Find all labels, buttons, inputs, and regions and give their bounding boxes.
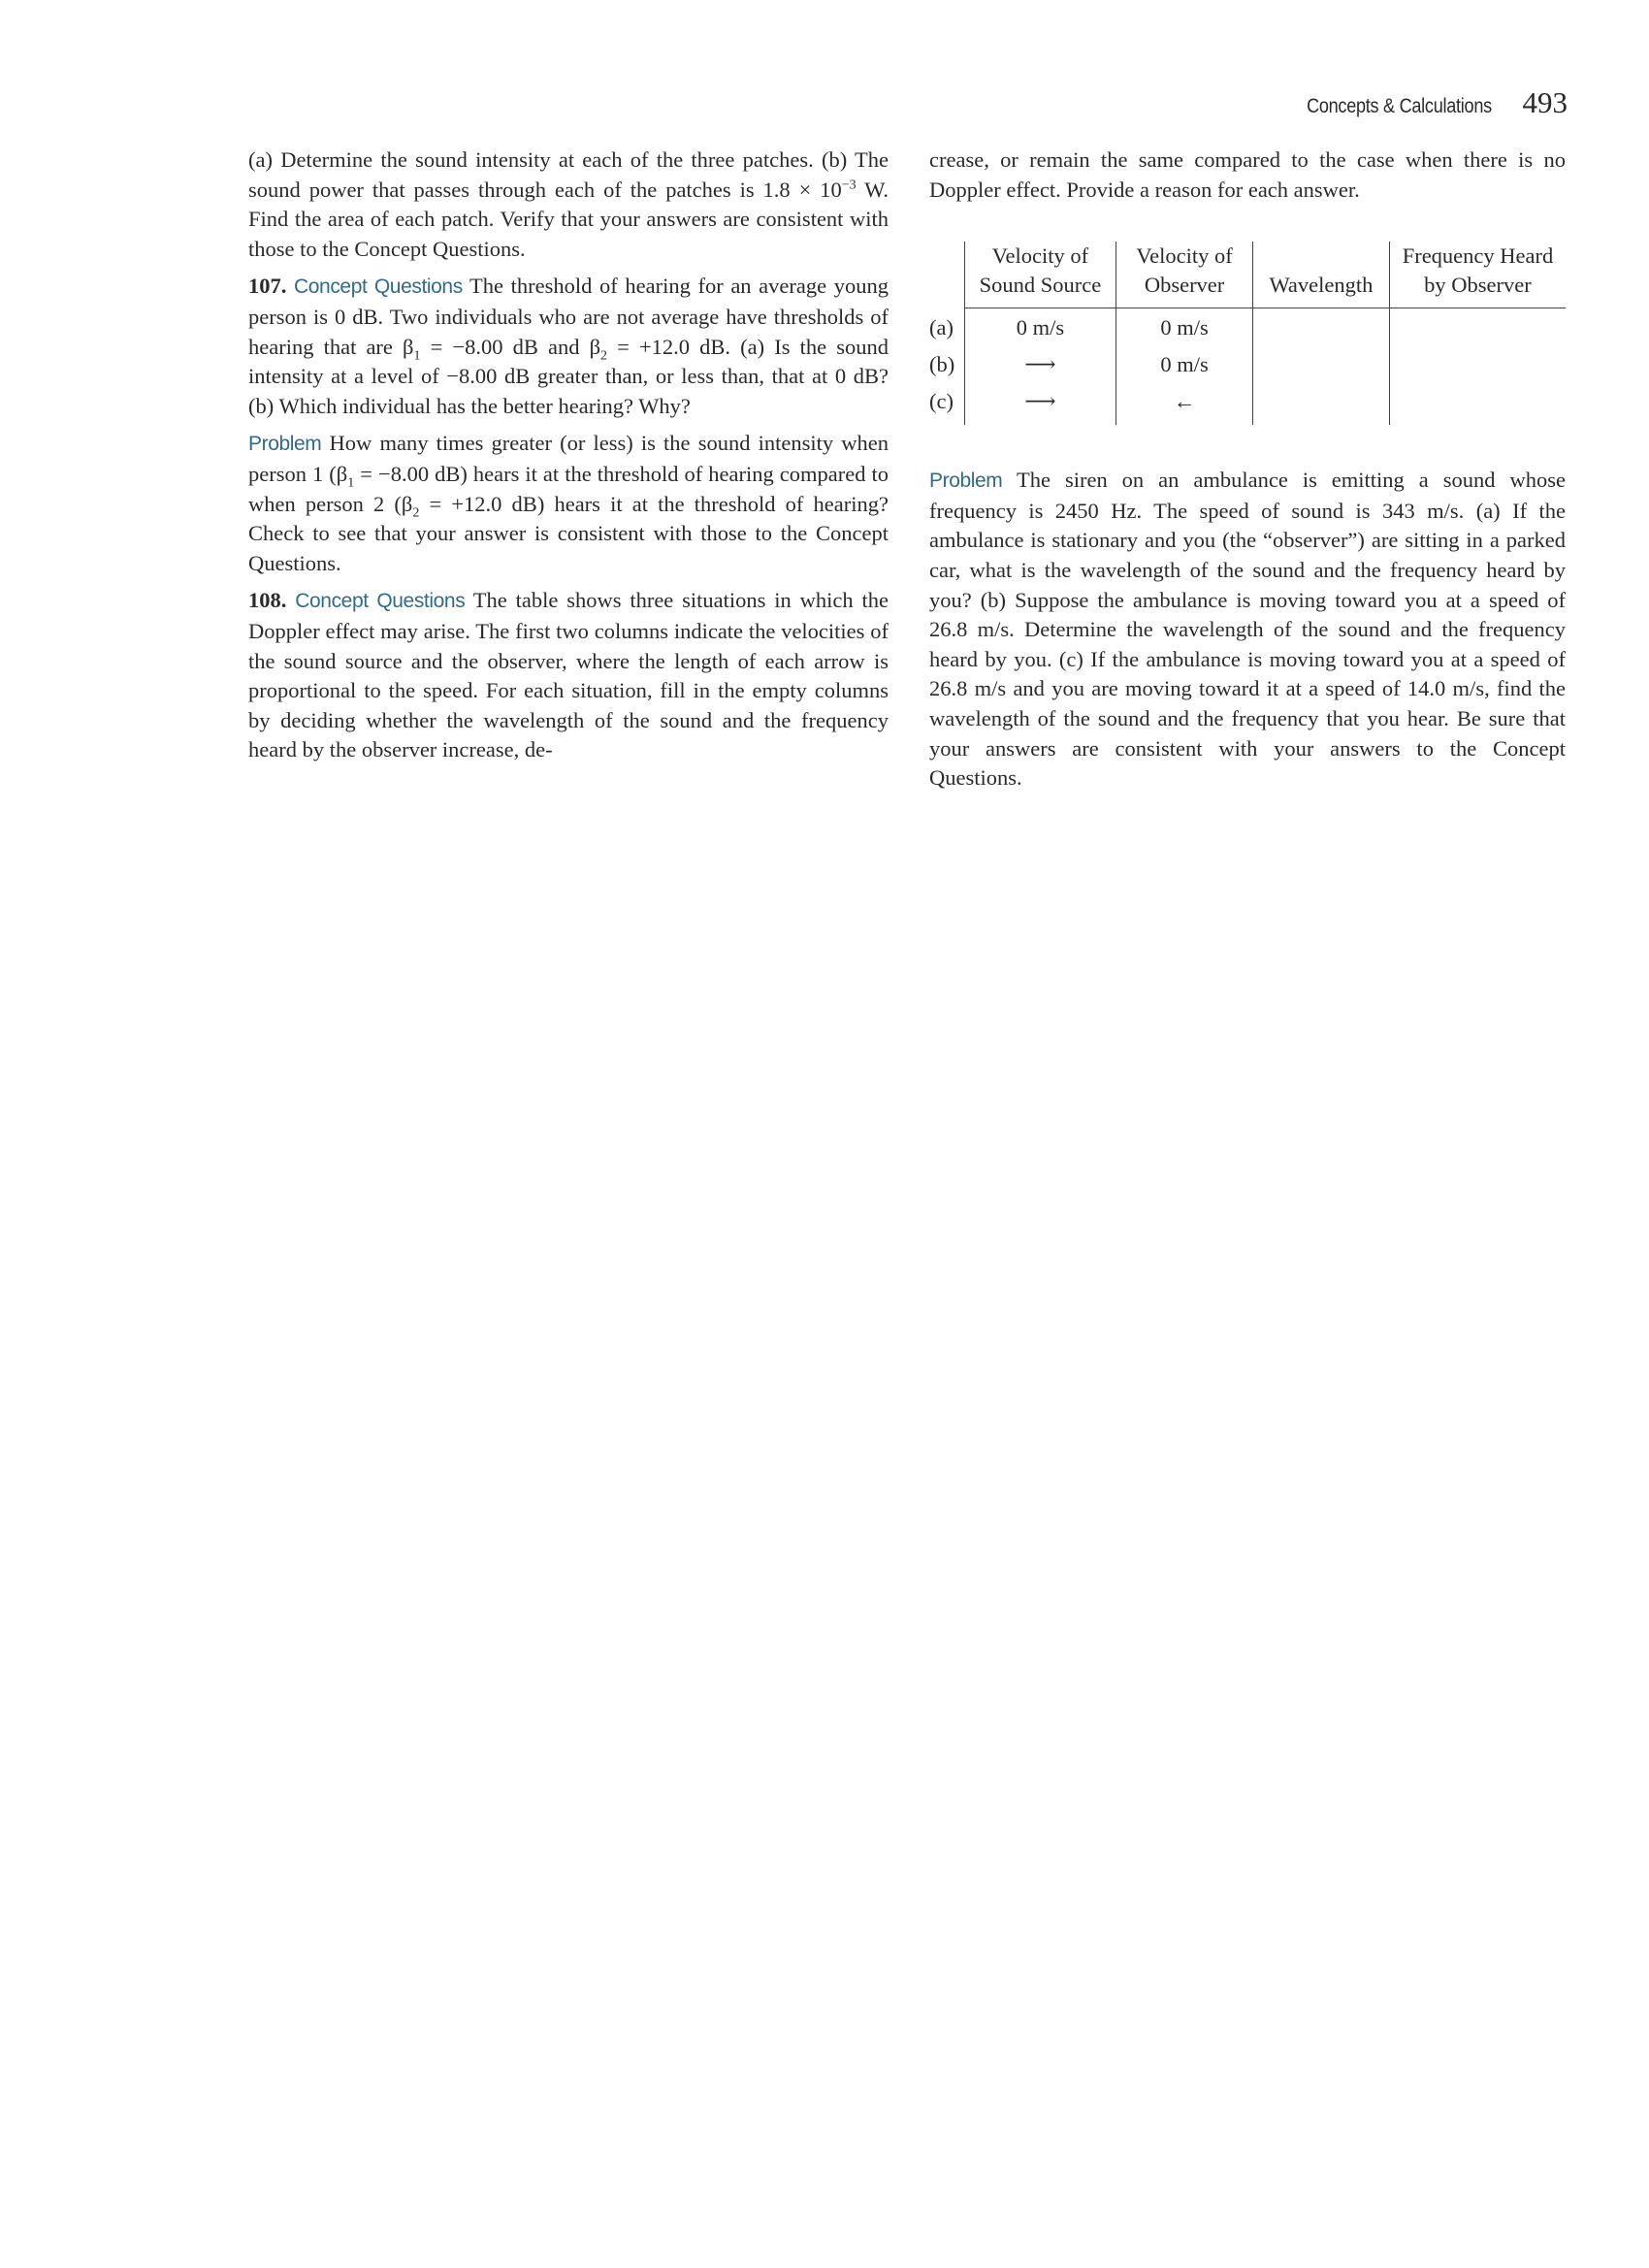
header-line: by Observer [1424,273,1532,298]
problem-106-continuation [248,146,889,264]
header-line: Observer [1144,273,1225,298]
text-segment: The threshold of hearing for an average young person is 0 dB. Two individuals who are not average have thresholds of hearing that are β [248,274,889,359]
subscript: 2 [600,348,608,364]
text-segment: = +12.0 dB. (a) Is the sound intensity at a level of −8.00 dB greater than, or less than, that at 0 dB? (b) Which individual has the better hearing? Why? [248,334,889,418]
spacer [929,425,1566,466]
source-velocity-cell: 0 m/s [964,308,1116,346]
observer-velocity-cell [1116,382,1253,425]
right-arrow-icon: ⟶ [1024,352,1056,377]
header-source-velocity [964,242,1116,308]
wavelength-cell [1252,382,1389,425]
wavelength-cell [1252,308,1389,346]
subscript: 1 [347,475,355,491]
left-arrow-icon: ← [1173,389,1196,414]
section-title: Concepts & Calculations [1306,95,1492,117]
row-label: (a) [929,314,954,340]
page-number: 493 [1522,85,1568,119]
observer-velocity-cell: 0 m/s [1116,308,1253,346]
text-segment: W. Find the area of each patch. Verify that your answers are consistent with those to the Concept Questions. [248,177,889,261]
text-segment: The table shows three situations in which the Doppler effect may arise. The first two columns indicate the velocities of the sound source and the observer, where the length of each arrow is proportional to the speed. For each situation, fill in the empty columns by deciding whether the wavelength of the sound and the frequency heard by the observer increase, de- [248,588,889,762]
header-spacer [929,242,964,308]
problem-label: Problem [248,433,322,456]
frequency-cell [1389,382,1566,425]
row-label: (c) [929,389,954,414]
running-head [1277,85,1568,120]
right-arrow-icon: ⟶ [1024,389,1056,414]
problem-107-concept-questions [248,272,889,421]
row-label: (b) [929,352,955,377]
doppler-table [929,242,1566,425]
problem-number: 108. [248,588,287,613]
table-row [929,308,1566,346]
subscript: 2 [412,505,420,521]
header-observer-velocity [1116,242,1253,308]
text-segment: = −8.00 dB) hears it at the threshold of hearing compared to when person 2 (β [248,461,889,516]
left-column [248,146,889,773]
frequency-cell [1389,345,1566,382]
table-row [929,345,1566,382]
problem-number: 107. [248,274,287,299]
problem-label: Problem [929,470,1003,493]
subscript: 1 [413,348,421,364]
header-line: Sound Source [979,273,1102,298]
source-velocity-cell [964,382,1116,425]
problem-108-problem [929,466,1566,794]
table-row [929,382,1566,425]
problem-107-problem [248,429,889,578]
frequency-cell [1389,308,1566,346]
header-wavelength: Wavelength [1252,242,1389,308]
text-segment: = −8.00 dB and β [420,334,601,359]
text-segment: (a) Determine the sound intensity at each of the three patches. (b) The sound power that passes through each of the patches is 1.8 × 10 [248,147,889,202]
wavelength-cell [1252,345,1389,382]
source-velocity-cell [964,345,1116,382]
text-segment: = +12.0 dB) hears it at the threshold of hearing? Check to see that your answer is consistent with those to the Concept Questions. [248,491,889,575]
text-segment: How many times greater (or less) is the sound intensity when person 1 (β [248,431,889,486]
problem-108-concept-questions [248,586,889,765]
header-line: Velocity of [991,243,1089,269]
concept-questions-label: Concept Questions [295,590,466,613]
concept-questions-label: Concept Questions [294,275,463,299]
text-segment: The siren on an ambulance is emitting a sound whose frequency is 2450 Hz. The speed of sound is 343 m/s. (a) If the ambulance is stationary and you (the “observer”) are sitting in a parked car, what is the wavelength of the sound and the frequency heard by you? (b) Suppose the ambulance is moving toward you at a speed of 26.8 m/s. Determine the wavelength of the sound and the frequency heard by you. (c) If the ambulance is moving toward you at a speed of 26.8 m/s and you are moving toward it at a speed of 14.0 m/s, find the wavelength of the sound and the frequency that you hear. Be sure that your answers are consistent with your answers to the Concept Questions. [929,468,1566,791]
exponent: −3 [841,178,857,193]
header-line: Frequency Heard [1402,243,1554,269]
right-column [929,146,1566,801]
header-line: Velocity of [1136,243,1233,269]
problem-108-continuation: crease, or remain the same compared to the case when there is no Doppler effect. Provide a reason for each answer. [929,147,1566,202]
header-frequency [1389,242,1566,308]
table-header-row [929,242,1566,308]
observer-velocity-cell: 0 m/s [1116,345,1253,382]
